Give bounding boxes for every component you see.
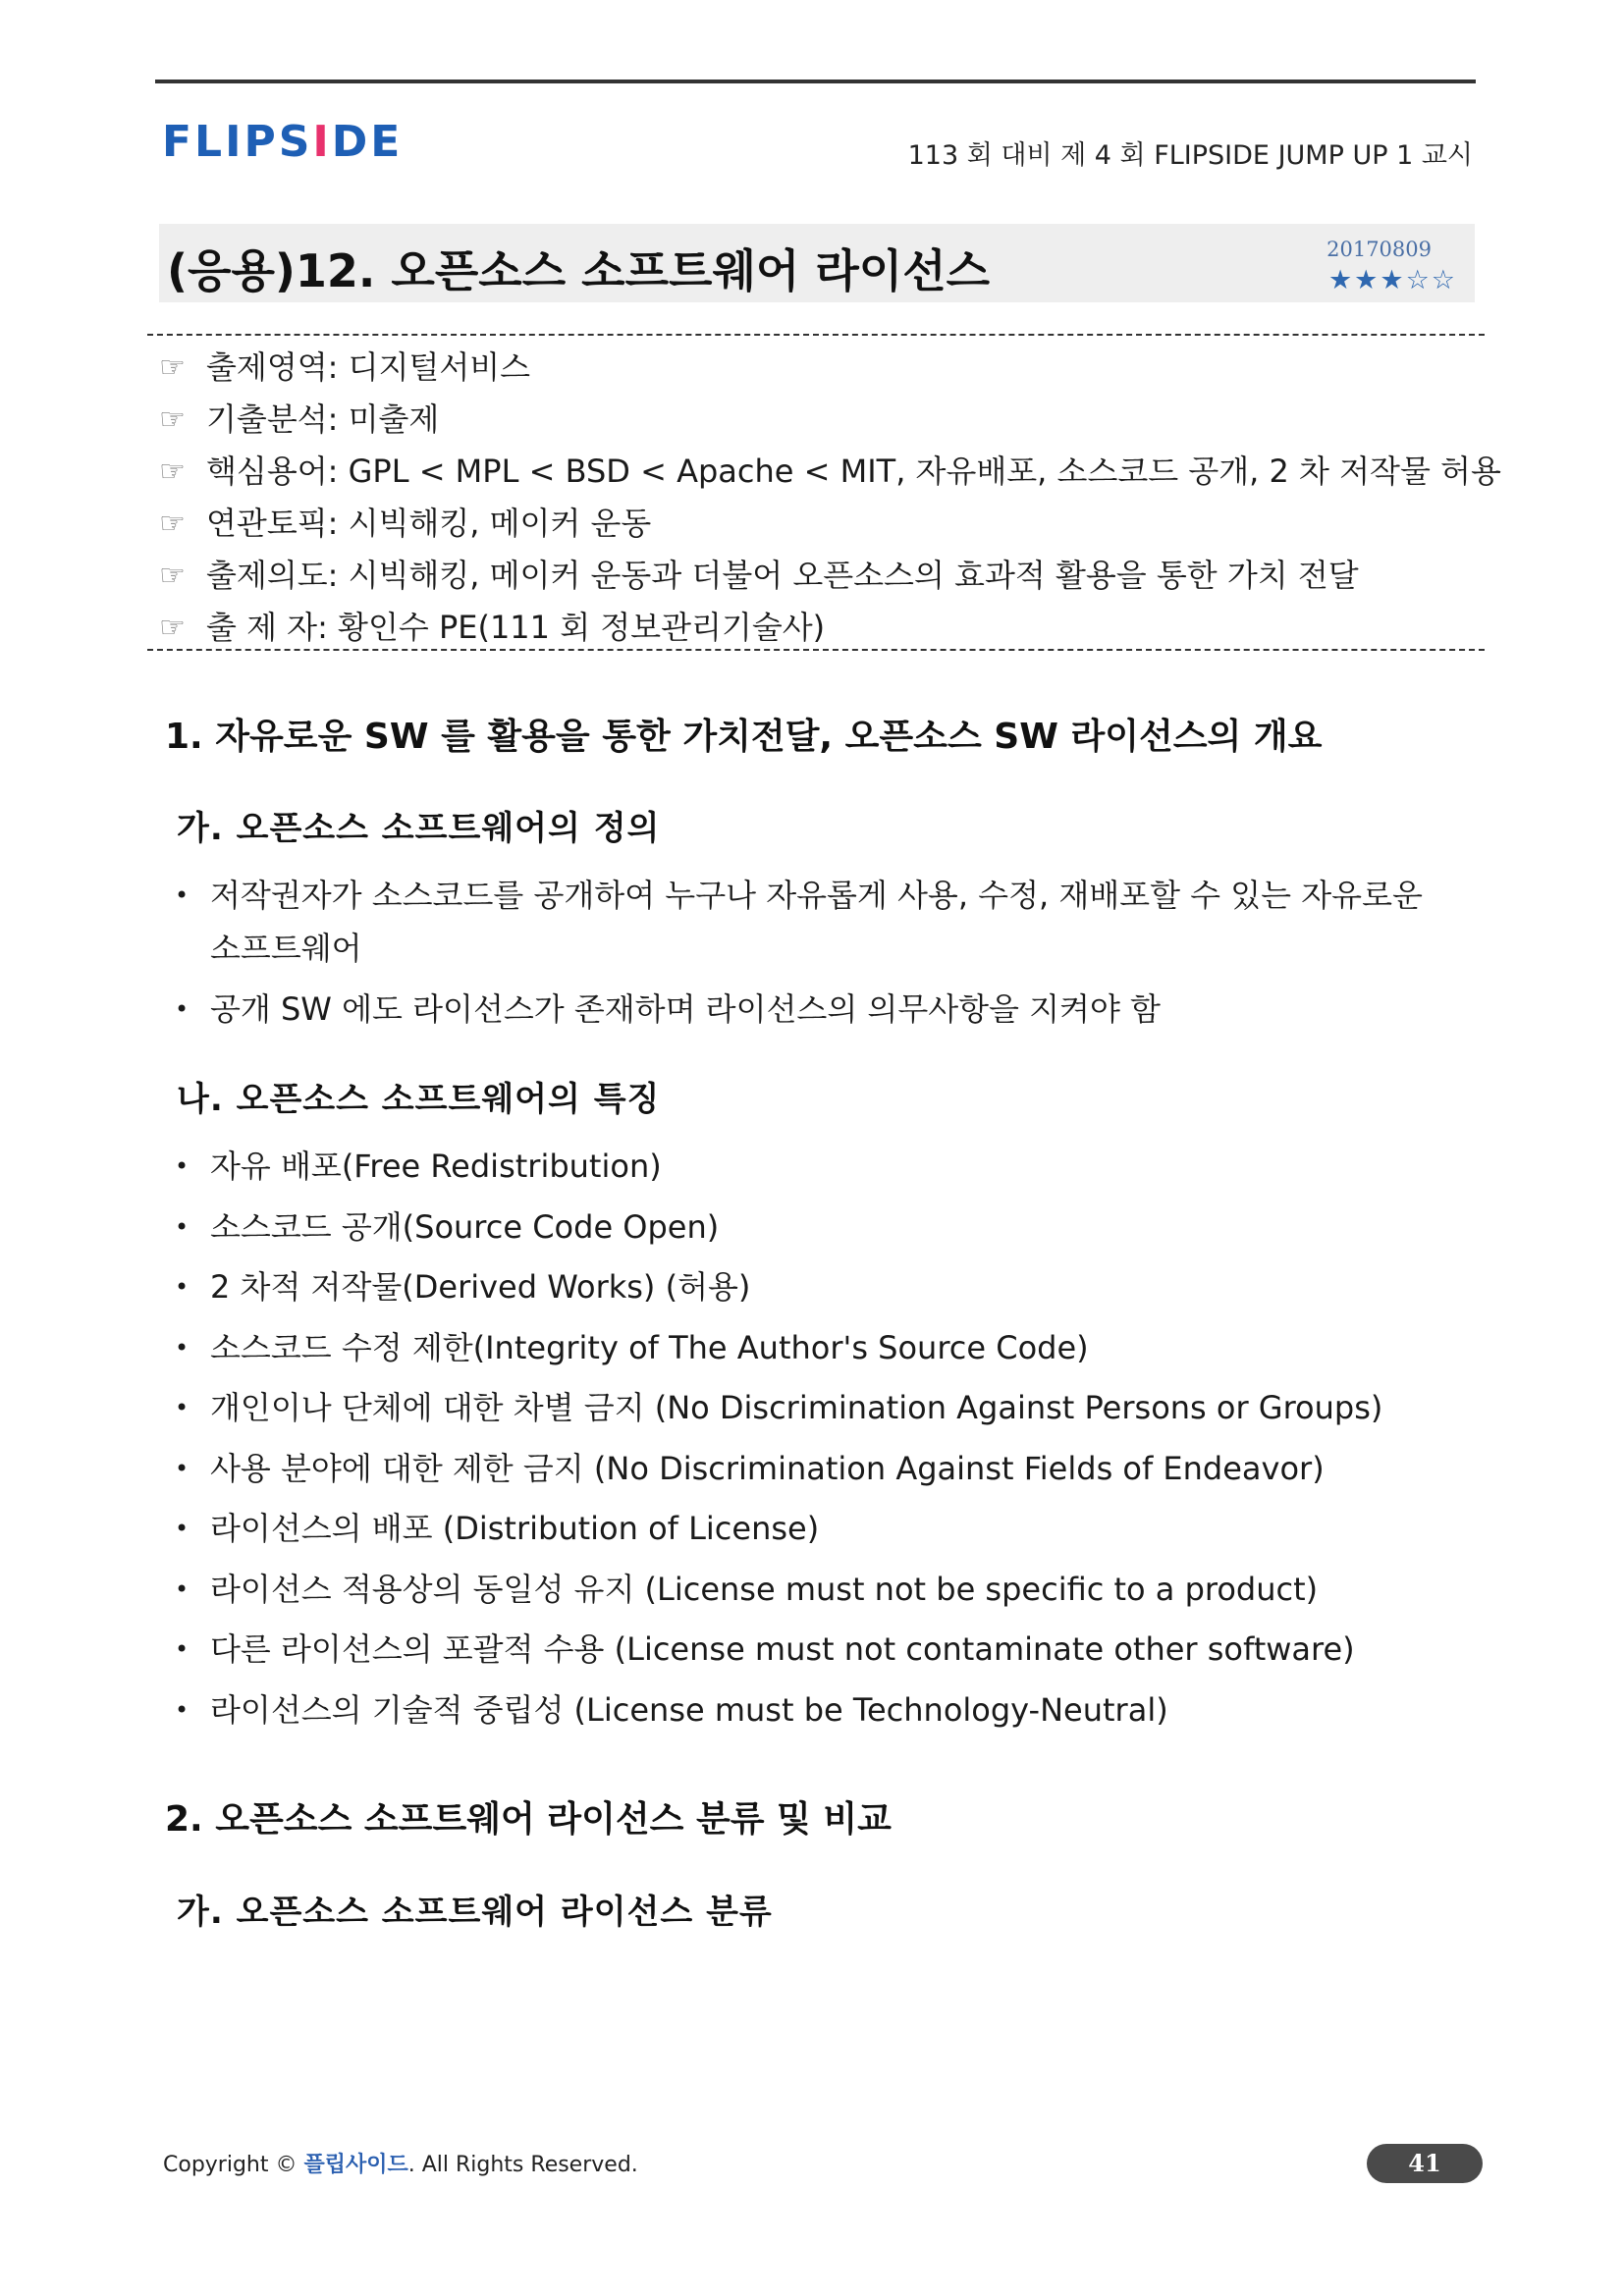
exam-info: 113 회 대비 제 4 회 FLIPSIDE JUMP UP 1 교시 <box>907 140 1473 171</box>
copyright-prefix: Copyright © <box>163 2153 304 2177</box>
bullet-icon: • <box>175 1394 189 1421</box>
flipside-logo <box>162 117 404 167</box>
info-item-text: 핵심용어: GPL < MPL < BSD < Apache < MIT, 자유배포, 소스코드 공개, 2 차 저작물 허용 <box>206 453 1501 490</box>
features-list <box>175 1137 1382 1740</box>
bullet-icon: • <box>175 1454 189 1482</box>
info-item <box>159 550 1501 602</box>
pointing-hand-icon: ☞ <box>159 507 186 541</box>
list-item-text: 라이선스의 기술적 중립성 (License must be Technology-Neutral) <box>210 1690 1168 1729</box>
list-item <box>175 1257 1382 1318</box>
bullet-icon: • <box>175 1635 189 1663</box>
bullet-icon: • <box>175 1273 189 1301</box>
bullet-icon: • <box>175 881 189 909</box>
logo-text-accent: I <box>312 117 332 167</box>
list-item-text: 저작권자가 소스코드를 공개하여 누구나 자유롭게 사용, 수정, 재배포할 수 있는 자유로운 <box>210 877 1423 914</box>
logo-text-part-3: DE <box>331 117 404 167</box>
logo-text-part-1: FLIPS <box>162 117 313 167</box>
info-item-text: 기출분석: 미출제 <box>206 400 440 438</box>
info-item-text: 출제의도: 시빅해킹, 메이커 운동과 더불어 오픈소스의 효과적 활용을 통한 가치 전달 <box>206 557 1359 594</box>
bullet-icon: • <box>175 1575 189 1603</box>
list-item-text: 2 차적 저작물(Derived Works) (허용) <box>210 1268 751 1306</box>
bullet-icon: • <box>175 1333 189 1362</box>
list-item-text: 공개 SW 에도 라이선스가 존재하며 라이선스의 의무사항을 지켜야 함 <box>210 990 1161 1028</box>
list-item <box>175 1439 1382 1500</box>
list-item <box>175 1378 1382 1439</box>
list-item-text: 다른 라이선스의 포괄적 수용 (License must not contaminate other software) <box>210 1630 1355 1668</box>
brand-name: 플립사이드 <box>303 2153 408 2177</box>
section-1a-heading: 가. 오픈소스 소프트웨어의 정의 <box>177 809 661 848</box>
difficulty-stars: ★★★☆☆ <box>1327 265 1457 295</box>
pointing-hand-icon: ☞ <box>159 611 186 645</box>
list-item-text: 소스코드 공개(Source Code Open) <box>210 1207 720 1246</box>
list-item-text-continued: 소프트웨어 <box>210 930 362 967</box>
info-item <box>159 498 1501 550</box>
list-item-text: 소스코드 수정 제한(Integrity of The Author's Source Code) <box>210 1328 1089 1366</box>
pointing-hand-icon: ☞ <box>159 454 186 489</box>
dashed-divider-top <box>147 334 1485 336</box>
info-item <box>159 602 1501 654</box>
list-item <box>175 1560 1382 1621</box>
list-item-text: 라이선스의 배포 (Distribution of License) <box>210 1510 820 1547</box>
list-item <box>175 1137 1382 1198</box>
bullet-icon: • <box>175 1695 189 1724</box>
pointing-hand-icon: ☞ <box>159 402 186 437</box>
dashed-divider-bottom <box>147 649 1485 651</box>
definition-list <box>175 869 1423 1043</box>
pointing-hand-icon: ☞ <box>159 350 186 385</box>
list-item <box>175 1620 1382 1681</box>
list-item <box>175 1198 1382 1258</box>
section-2a-heading: 가. 오픈소스 소프트웨어 라이선스 분류 <box>177 1893 773 1932</box>
copyright-notice <box>163 2148 638 2178</box>
list-item <box>175 1499 1382 1560</box>
info-item-text: 출 제 자: 황인수 PE(111 회 정보관리기술사) <box>206 609 826 646</box>
list-item <box>175 983 1423 1036</box>
section-1b-heading: 나. 오픈소스 소프트웨어의 특징 <box>177 1080 661 1119</box>
info-item <box>159 394 1501 446</box>
info-item-text: 출제영역: 디지털서비스 <box>206 348 531 386</box>
page-number: 41 <box>1367 2144 1483 2183</box>
list-item <box>175 1318 1382 1379</box>
title-box <box>159 224 1475 302</box>
section-2-heading: 2. 오픈소스 소프트웨어 라이선스 분류 및 비교 <box>165 1799 892 1840</box>
list-item <box>175 1681 1382 1741</box>
topic-info-list <box>159 342 1501 654</box>
bullet-icon: • <box>175 1152 189 1180</box>
info-item <box>159 342 1501 394</box>
pointing-hand-icon: ☞ <box>159 559 186 593</box>
bullet-icon: • <box>175 1212 189 1241</box>
copyright-suffix: . All Rights Reserved. <box>407 2153 638 2177</box>
info-item-text: 연관토픽: 시빅해킹, 메이커 운동 <box>206 505 652 542</box>
title-date: 20170809 <box>1326 238 1432 261</box>
list-item <box>175 869 1423 975</box>
bullet-icon: • <box>175 995 189 1023</box>
list-item-text: 개인이나 단체에 대한 차별 금지 (No Discrimination Against Persons or Groups) <box>210 1389 1383 1426</box>
list-item-text: 라이선스 적용상의 동일성 유지 (License must not be specific to a product) <box>210 1570 1319 1608</box>
bullet-icon: • <box>175 1515 189 1542</box>
list-item-text: 자유 배포(Free Redistribution) <box>210 1148 662 1185</box>
section-1-heading: 1. 자유로운 SW 를 활용을 통한 가치전달, 오픈소스 SW 라이선스의 개요 <box>165 717 1323 757</box>
page-title: (응용)12. 오픈소스 소프트웨어 라이선스 <box>167 244 991 297</box>
list-item-text: 사용 분야에 대한 제한 금지 (No Discrimination Against Fields of Endeavor) <box>210 1449 1325 1487</box>
info-item <box>159 446 1501 498</box>
header-rule <box>155 80 1476 83</box>
